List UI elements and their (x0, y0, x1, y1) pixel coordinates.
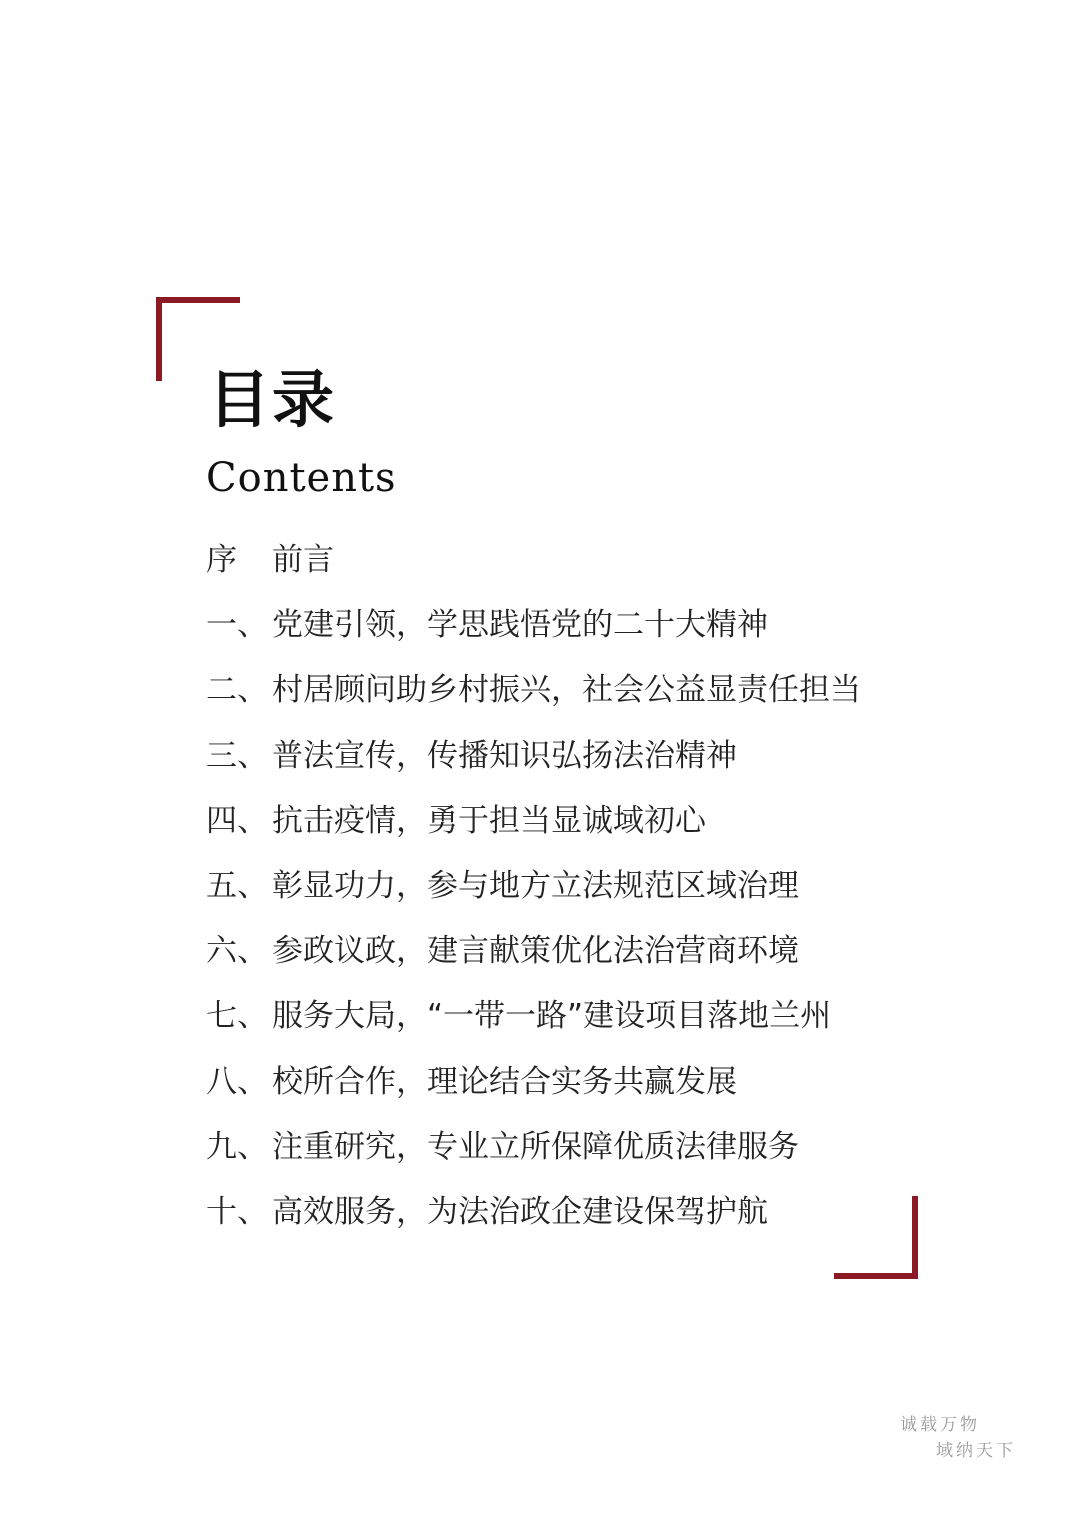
toc-item-number: 六、 (206, 933, 268, 970)
toc-item-5[interactable] (206, 862, 861, 927)
toc-item-number: 八、 (206, 1063, 268, 1100)
toc-item-label: 普法宣传，传播知识弘扬法治精神 (272, 737, 737, 774)
toc-item-1[interactable] (206, 601, 861, 666)
toc-item-number: 十、 (206, 1193, 268, 1230)
corner-bracket-bottom-right-horizontal (834, 1273, 918, 1279)
toc-item-2[interactable] (206, 666, 861, 731)
toc-item-label: 党建引领，学思践悟党的二十大精神 (272, 607, 768, 644)
toc-item-number: 五、 (206, 867, 268, 904)
toc-item-6[interactable] (206, 927, 861, 992)
toc-item-7[interactable] (206, 992, 861, 1057)
toc-item-label: 参政议政，建言献策优化法治营商环境 (272, 933, 799, 970)
corner-bracket-bottom-right-vertical (912, 1196, 918, 1279)
table-of-contents (206, 536, 861, 1253)
corner-bracket-top-left-vertical (156, 297, 162, 381)
toc-item-number: 四、 (206, 802, 268, 839)
toc-item-label: 校所合作，理论结合实务共赢发展 (272, 1063, 737, 1100)
toc-item-number: 序 (206, 542, 237, 578)
toc-item-number: 一、 (206, 607, 268, 644)
toc-item-label: 高效服务，为法治政企建设保驾护航 (272, 1193, 768, 1230)
toc-item-label: 注重研究，专业立所保障优质法律服务 (272, 1128, 799, 1165)
toc-item-label: 抗击疫情，勇于担当显诚域初心 (272, 802, 706, 839)
slogan-line-2: 域纳天下 (936, 1441, 1016, 1461)
toc-item-8[interactable] (206, 1058, 861, 1123)
toc-item-label: 服务大局，“一带一路”建设项目落地兰州 (272, 998, 832, 1035)
toc-item-9[interactable] (206, 1123, 861, 1188)
page-subtitle: Contents (206, 455, 397, 501)
toc-item-10[interactable] (206, 1188, 861, 1253)
page-title: 目录 (208, 363, 337, 436)
toc-item-number: 二、 (206, 672, 268, 709)
toc-item-number: 九、 (206, 1128, 268, 1165)
toc-item-label: 前言 (272, 542, 334, 578)
corner-bracket-top-left-horizontal (156, 297, 240, 303)
toc-item-label: 彰显功力，参与地方立法规范区域治理 (272, 867, 799, 904)
toc-item-label: 村居顾问助乡村振兴，社会公益显责任担当 (272, 672, 861, 709)
toc-item-4[interactable] (206, 797, 861, 862)
slogan-line-1: 诚载万物 (900, 1415, 980, 1435)
toc-item-number: 七、 (206, 998, 268, 1035)
toc-item-3[interactable] (206, 732, 861, 797)
toc-item-preface[interactable] (206, 536, 861, 601)
slogan (900, 1412, 1030, 1464)
toc-item-number: 三、 (206, 737, 268, 774)
